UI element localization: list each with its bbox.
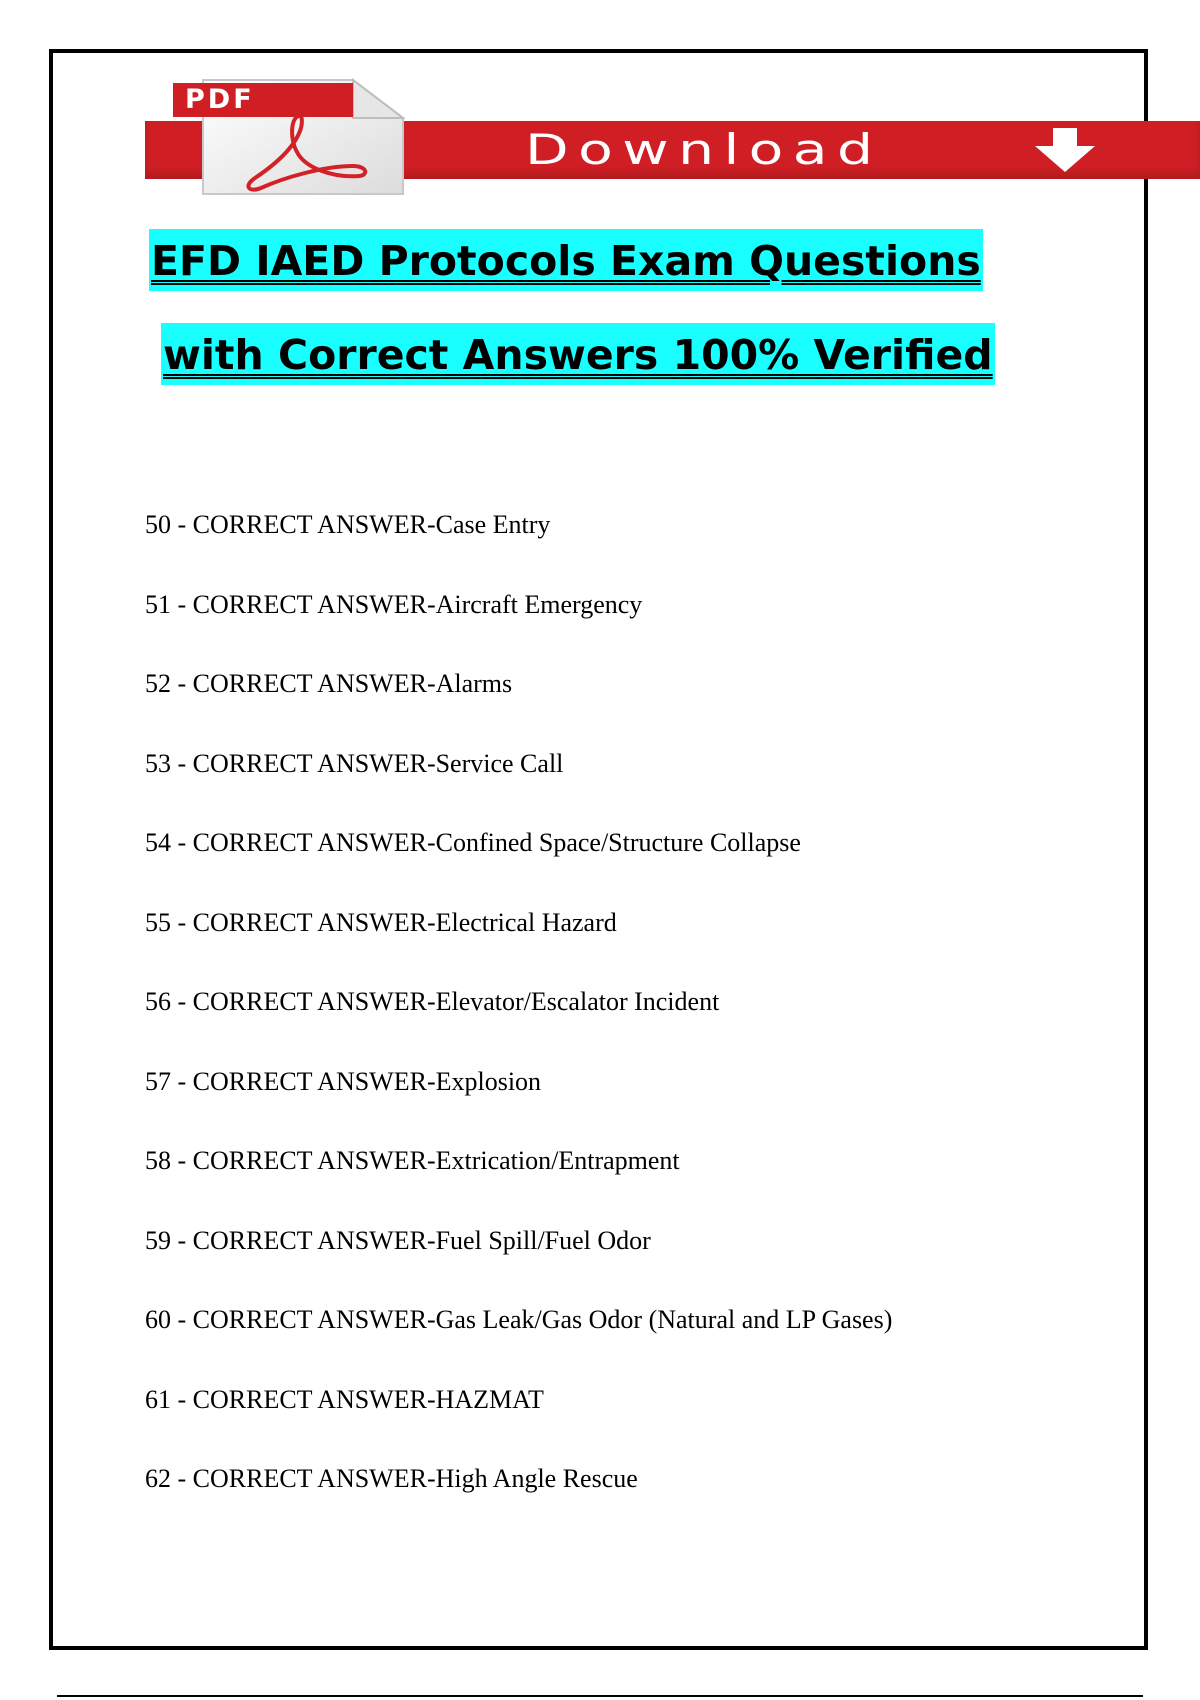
download-label[interactable]: Download [525,125,883,174]
answer-item: 58 - CORRECT ANSWER-Extrication/Entrapment [145,1146,680,1175]
pdf-download-banner[interactable] [145,78,1200,196]
title-line-1-text: EFD IAED Protocols Exam Questions [149,229,983,291]
pdf-tag [173,83,353,117]
answer-item: 53 - CORRECT ANSWER-Service Call [145,748,564,778]
answer-list [145,505,892,1539]
title-line-2-text: with Correct Answers 100% Verified [161,323,995,385]
answer-item: 59 - CORRECT ANSWER-Fuel Spill/Fuel Odor [145,1225,651,1255]
document-title-line-1 [149,237,983,285]
pdf-file-icon [173,78,405,196]
answer-item: 55 - CORRECT ANSWER-Electrical Hazard [145,907,617,937]
bottom-rule [57,1695,1143,1697]
answer-item: 60 - CORRECT ANSWER-Gas Leak/Gas Odor (Natural and LP Gases) [145,1305,893,1334]
answer-item: 54 - CORRECT ANSWER-Confined Space/Structure Collapse [145,828,801,857]
answer-item: 50 - CORRECT ANSWER-Case Entry [145,510,551,539]
answer-item: 52 - CORRECT ANSWER-Alarms [145,669,513,698]
answer-item: 61 - CORRECT ANSWER-HAZMAT [145,1384,544,1414]
answer-item: 57 - CORRECT ANSWER-Explosion [145,1066,542,1096]
answer-item: 51 - CORRECT ANSWER-Aircraft Emergency [145,589,643,619]
download-arrow-icon[interactable] [1025,126,1105,174]
answer-item: 56 - CORRECT ANSWER-Elevator/Escalator Incident [145,987,720,1016]
document-title-line-2 [161,331,995,379]
pdf-label: PDF [185,84,255,115]
answer-item: 62 - CORRECT ANSWER-High Angle Rescue [145,1464,638,1493]
